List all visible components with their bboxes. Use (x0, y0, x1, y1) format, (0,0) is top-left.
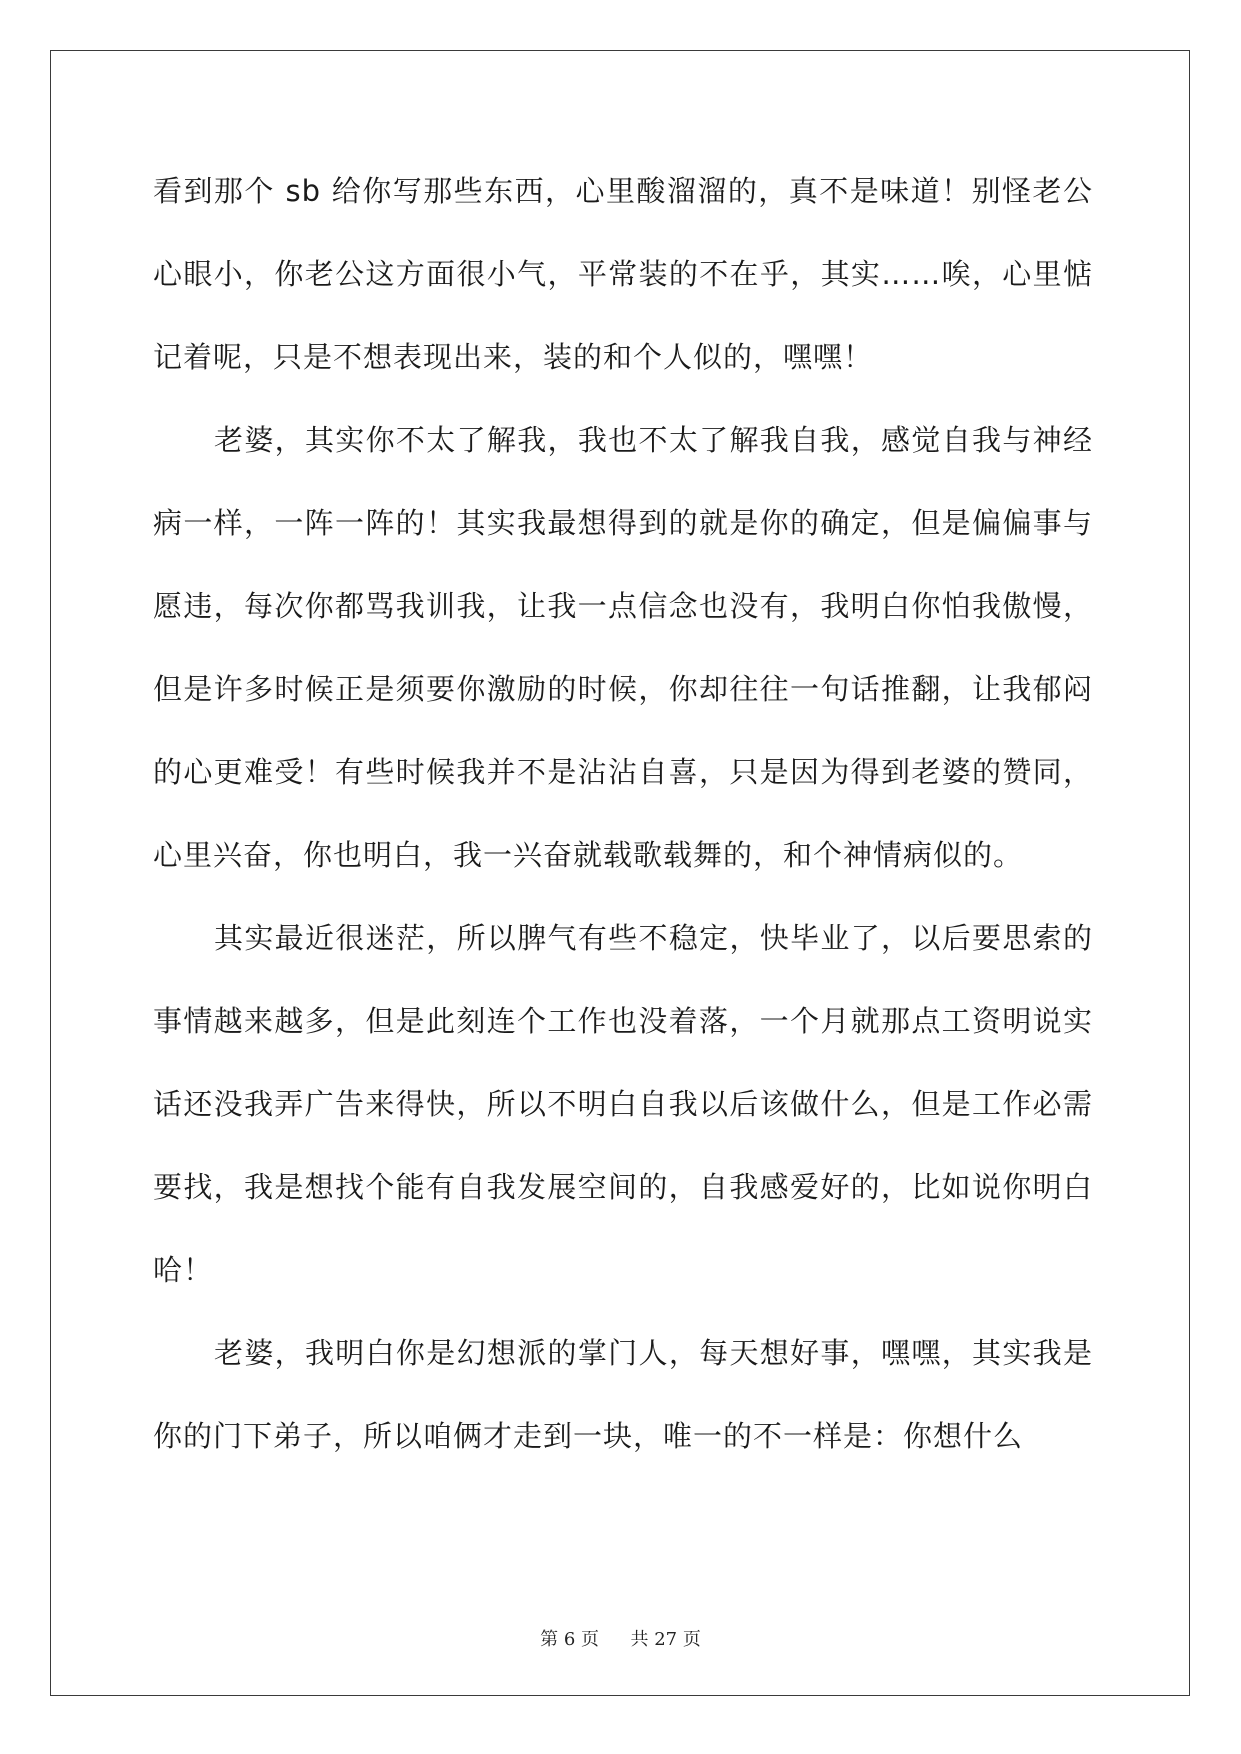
current-page-label: 第 6 页 (540, 1629, 600, 1650)
paragraph-2: 老婆，其实你不太了解我，我也不太了解我自我，感觉自我与神经病一样，一阵一阵的！其实我最想得到的就是你的确定，但是偏偏事与愿违，每次你都骂我训我，让我一点信念也没有，我明白你怕我傲慢，但是许多时候正是须要你激励的时候，你却往往一句话推翻，让我郁闷的心更难受！有些时候我并不是沾沾自喜，只是因为得到老婆的赞同，心里兴奋，你也明白，我一兴奋就载歌载舞的，和个神情病似的。 (153, 423, 1093, 872)
document-body (153, 150, 1093, 1478)
paragraph-4: 老婆，我明白你是幻想派的掌门人，每天想好事，嘿嘿，其实我是你的门下弟子，所以咱俩才走到一块，唯一的不一样是：你想什么 (153, 1336, 1093, 1453)
paragraph-1: 看到那个 sb 给你写那些东西，心里酸溜溜的，真不是味道！别怪老公心眼小，你老公这方面很小气，平常装的不在乎，其实……唉，心里惦记着呢，只是不想表现出来，装的和个人似的，嘿嘿！ (153, 174, 1093, 374)
total-pages-label: 共 27 页 (630, 1629, 701, 1650)
paragraph-3: 其实最近很迷茫，所以脾气有些不稳定，快毕业了，以后要思索的事情越来越多，但是此刻连个工作也没着落，一个月就那点工资明说实话还没我弄广告来得快，所以不明白自我以后该做什么，但是工作必需要找，我是想找个能有自我发展空间的，自我感爱好的，比如说你明白哈！ (153, 921, 1093, 1287)
page-footer (0, 1625, 1241, 1651)
